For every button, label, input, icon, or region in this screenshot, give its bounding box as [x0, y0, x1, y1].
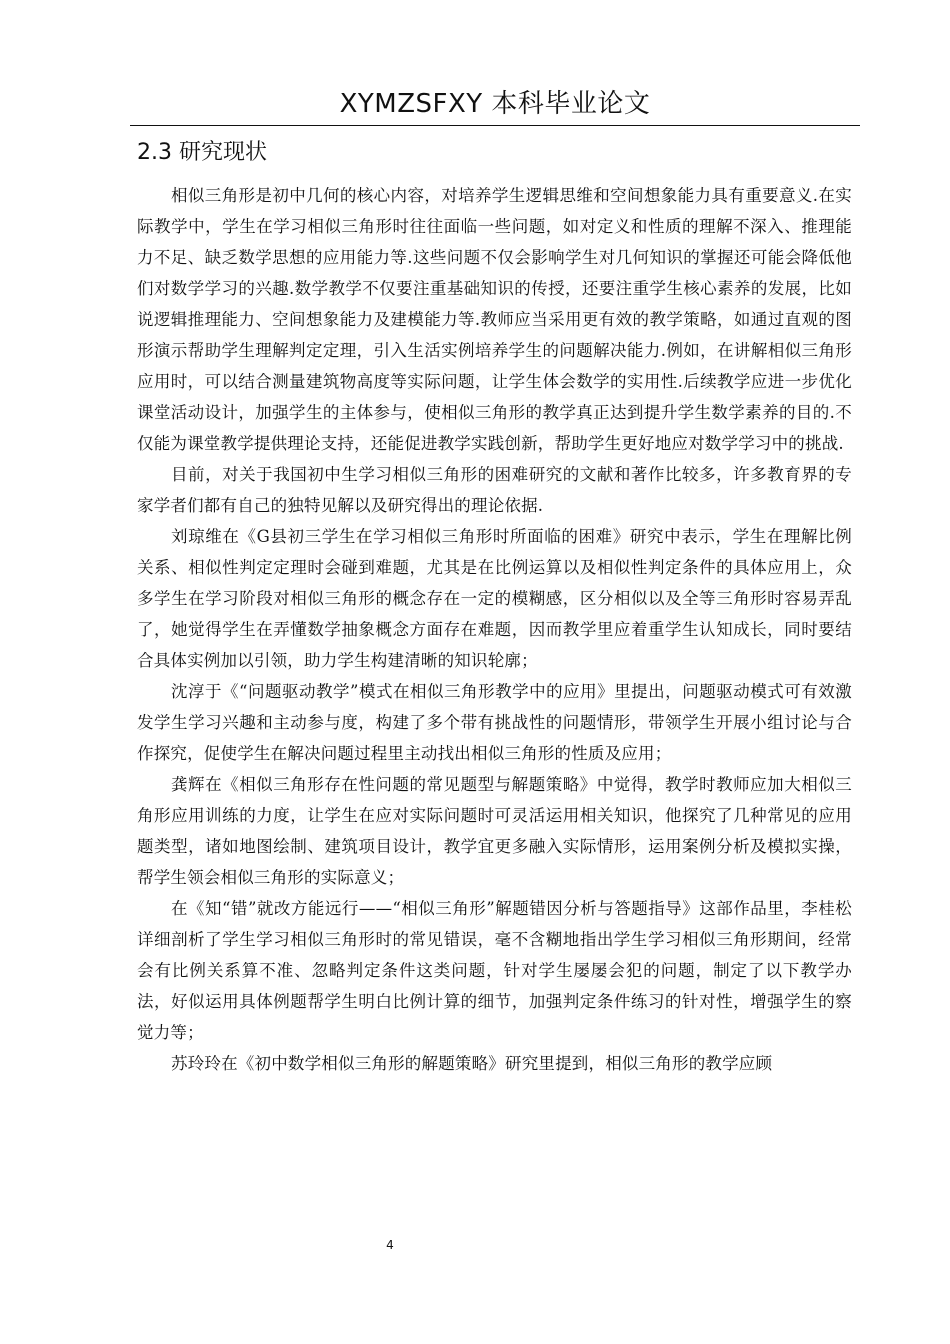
paragraph-su: 苏玲玲在《初中数学相似三角形的解题策略》研究里提到，相似三角形的教学应顾 [171, 1054, 773, 1073]
paragraph-shen: 沈淳于《“问题驱动教学”模式在相似三角形教学中的应用》里提出，问题驱动模式可有效激发学生学习兴趣和主动参与度，构建了多个带有挑战性的问题情形，带领学生开展小组讨论与合作探究，促使学生在解决问题过程里主动找出相似三角形的性质及应用； [137, 682, 852, 763]
paragraph-overview: 相似三角形是初中几何的核心内容，对培养学生逻辑思维和空间想象能力具有重要意义.在实际教学中，学生在学习相似三角形时往往面临一些问题，如对定义和性质的理解不深入、推理能力不足、缺乏数学思想的应用能力等.这些问题不仅会影响学生对几何知识的掌握还可能会降低他们对数学学习的兴趣.数学教学不仅要注重基础知识的传授，还要注重学生核心素养的发展，比如说逻辑推理能力、空间想象能力及建模能力等.教师应当采用更有效的教学策略，如通过直观的图形演示帮助学生理解判定定理，引入生活实例培养学生的问题解决能力.例如，在讲解相似三角形应用时，可以结合测量建筑物高度等实际问题，让学生体会数学的实用性.后续教学应进一步优化课堂活动设计，加强学生的主体参与，使相似三角形的教学真正达到提升学生数学素养的目的.不仅能为课堂教学提供理论支持，还能促进教学实践创新，帮助学生更好地应对数学学习中的挑战. [137, 186, 852, 453]
paragraph-current-state: 目前，对关于我国初中生学习相似三角形的困难研究的文献和著作比较多，许多教育界的专家学者们都有自己的独特见解以及研究得出的理论依据. [137, 465, 852, 515]
section-heading: 2.3 研究现状 [137, 140, 267, 165]
page-number: 4 [386, 1238, 394, 1252]
paragraph-li: 在《知“错”就改方能远行——“相似三角形”解题错因分析与答题指导》这部作品里，李桂松详细剖析了学生学习相似三角形时的常见错误，毫不含糊地指出学生学习相似三角形期间，经常会有比例关系算不准、忽略判定条件这类问题，针对学生屡屡会犯的问题，制定了以下教学办法，好似运用具体例题帮学生明白比例计算的细节，加强判定条件练习的针对性，增强学生的察觉力等； [137, 899, 852, 1042]
paragraph-liu: 刘琼维在《G县初三学生在学习相似三角形时所面临的困难》研究中表示，学生在理解比例关系、相似性判定定理时会碰到难题，尤其是在比例运算以及相似性判定条件的具体应用上，众多学生在学习阶段对相似三角形的概念存在一定的模糊感，区分相似以及全等三角形时容易弄乱了，她觉得学生在弄懂数学抽象概念方面存在难题，因而教学里应着重学生认知成长，同时要结合具体实例加以引领，助力学生构建清晰的知识轮廓； [137, 527, 852, 670]
body-text [137, 180, 852, 1079]
running-header: XYMZSFXY 本科毕业论文 [339, 89, 651, 119]
header-rule [130, 125, 860, 126]
paragraph-gong: 龚辉在《相似三角形存在性问题的常见题型与解题策略》中觉得，教学时教师应加大相似三角形应用训练的力度，让学生在应对实际问题时可灵活运用相关知识，他探究了几种常见的应用题类型，诸如地图绘制、建筑项目设计，教学宜更多融入实际情形，运用案例分析及模拟实操，帮学生领会相似三角形的实际意义； [137, 775, 852, 887]
